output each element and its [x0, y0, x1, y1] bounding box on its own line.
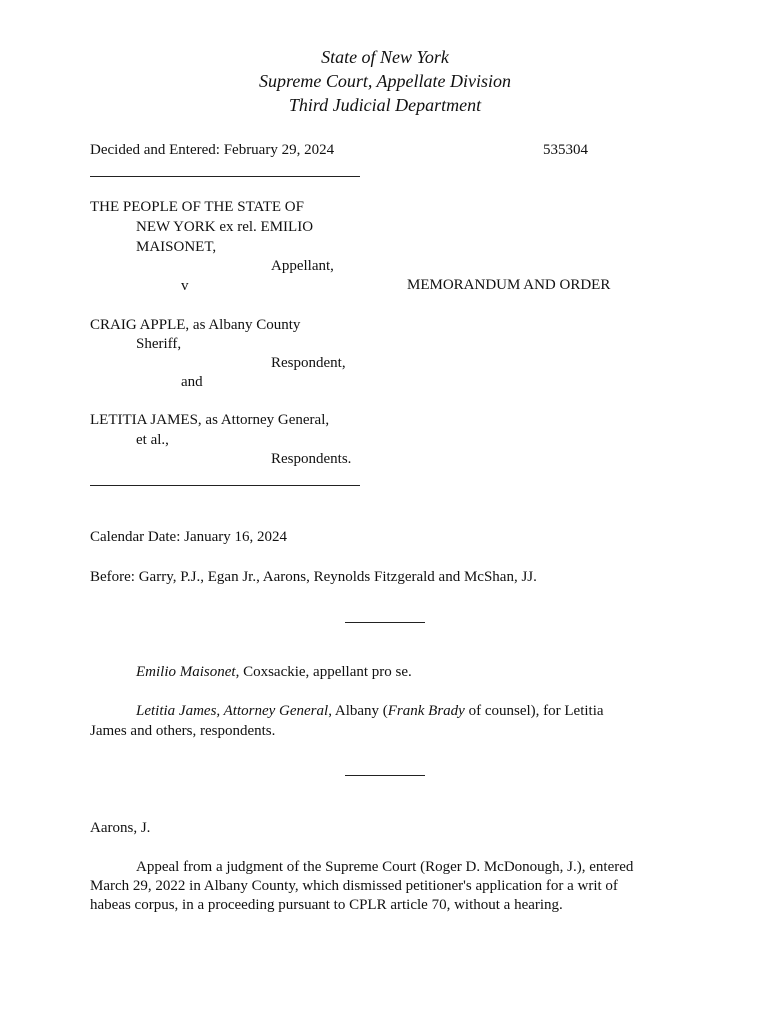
- party1-line2: NEW YORK ex rel. EMILIO: [136, 219, 314, 235]
- caption-rule-top: [90, 176, 360, 177]
- party1-role: Appellant,: [271, 258, 334, 274]
- separator-rule-1: [345, 622, 425, 623]
- counsel-appellant: [136, 663, 412, 682]
- appellant-name: Emilio Maisonet: [136, 664, 236, 680]
- decided-date: Decided and Entered: February 29, 2024: [90, 142, 335, 158]
- of-counsel-name: Frank Brady: [387, 703, 465, 719]
- court-name: Supreme Court, Appellate Division: [259, 71, 511, 91]
- versus: v: [181, 278, 189, 294]
- respondent-counsel-name: Letitia James, Attorney General: [136, 703, 329, 719]
- party3-line1: LETITIA JAMES, as Attorney General,: [90, 412, 330, 428]
- panel-before: Before: Garry, P.J., Egan Jr., Aarons, Reynolds Fitzgerald and McShan, JJ.: [90, 569, 537, 585]
- court-department: Third Judicial Department: [288, 95, 482, 115]
- party1-line3: MAISONET,: [136, 239, 217, 255]
- court-state: State of New York: [321, 47, 449, 67]
- party2-line2: Sheriff,: [136, 336, 182, 352]
- document-type: MEMORANDUM AND ORDER: [407, 277, 611, 293]
- body-line1: Appeal from a judgment of the Supreme Court (Roger D. McDonough, J.), entered: [136, 859, 634, 875]
- and-text: and: [181, 374, 203, 390]
- docket-number: 535304: [543, 142, 588, 158]
- opinion-author: Aarons, J.: [90, 820, 151, 836]
- respondent-counsel-mid: , Albany (: [328, 703, 388, 719]
- caption-rule-bottom: [90, 485, 360, 486]
- party2-line1: CRAIG APPLE, as Albany County: [90, 317, 301, 333]
- separator-rule-2: [345, 775, 425, 776]
- respondent-counsel-rest: of counsel), for Letitia: [464, 703, 604, 719]
- calendar-date: Calendar Date: January 16, 2024: [90, 529, 288, 545]
- party2-role: Respondent,: [271, 355, 346, 371]
- counsel-respondent-line2: James and others, respondents.: [90, 723, 276, 739]
- counsel-respondent: [136, 702, 604, 721]
- body-line2: March 29, 2022 in Albany County, which dismissed petitioner's application for a writ of: [90, 878, 618, 894]
- party1-line1: THE PEOPLE OF THE STATE OF: [90, 199, 304, 215]
- appellant-rest: , Coxsackie, appellant pro se.: [235, 664, 412, 680]
- party3-line2: et al.,: [136, 432, 169, 448]
- party3-role: Respondents.: [271, 451, 352, 467]
- body-line3: habeas corpus, in a proceeding pursuant to CPLR article 70, without a hearing.: [90, 897, 563, 913]
